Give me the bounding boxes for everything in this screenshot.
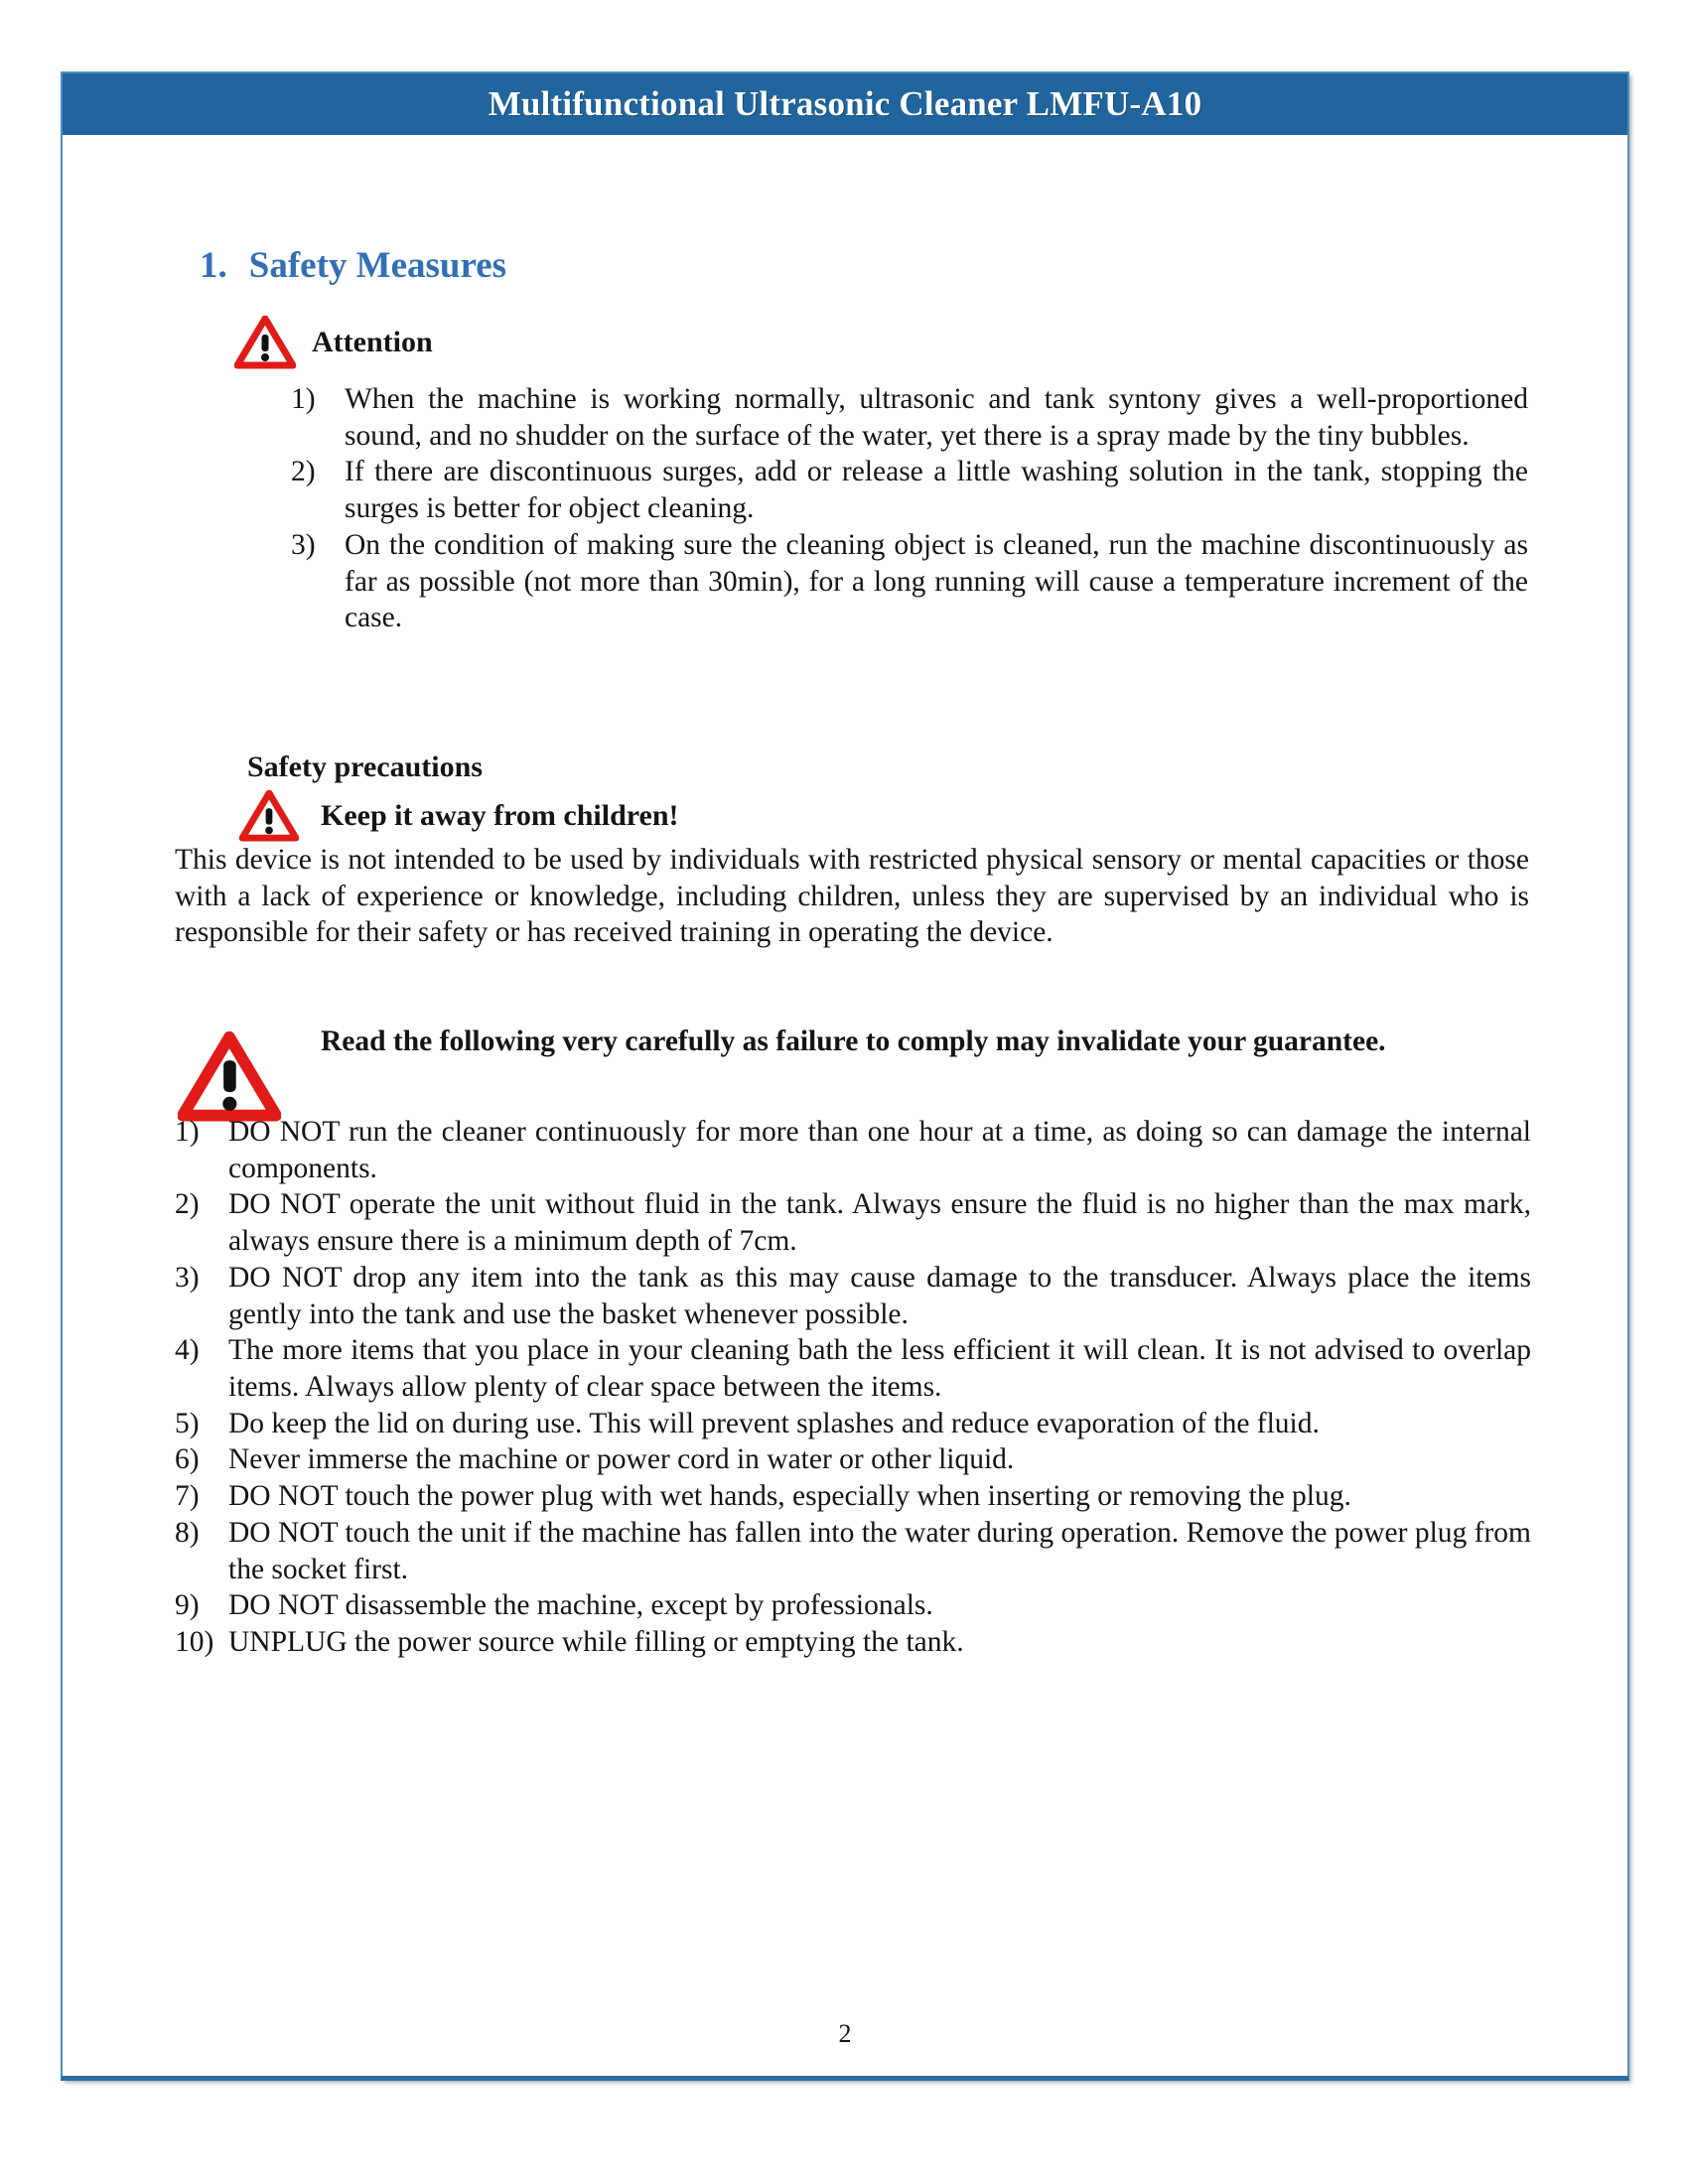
list-text: DO NOT disassemble the machine, except by professionals.: [228, 1589, 933, 1622]
children-warning-row: [239, 790, 679, 842]
section-number: 1.: [200, 245, 227, 286]
list-marker: 3): [175, 1261, 200, 1294]
attention-header: [234, 316, 433, 369]
list-marker: 4): [175, 1334, 200, 1367]
list-text: When the machine is working normally, ultrasonic and tank syntony gives a well-proportioned sound, and no shudder on the surface of the water, yet there is a spray made by the tiny bubbles.: [345, 383, 1528, 452]
list-item: [175, 1332, 1531, 1405]
read-warning-block: [178, 1024, 1530, 1060]
warning-triangle-icon: [239, 790, 299, 842]
list-item: [175, 1441, 1531, 1478]
list-marker: 8): [175, 1516, 200, 1549]
list-marker: 5): [175, 1407, 200, 1439]
list-text: If there are discontinuous surges, add or release a little washing solution in the tank, stopping the surges is better for object cleaning.: [345, 456, 1528, 525]
list-marker: 1): [291, 383, 316, 415]
list-item: [291, 527, 1528, 636]
list-marker: 2): [291, 456, 316, 488]
list-item: [175, 1515, 1531, 1587]
list-item: [175, 1478, 1531, 1515]
attention-list: [291, 381, 1528, 636]
attention-label: Attention: [312, 326, 433, 358]
read-warning-text: Read the following very carefully as failure to comply may invalidate your guarantee.: [321, 1025, 1386, 1057]
page-number: 2: [838, 2019, 852, 2048]
list-text: DO NOT run the cleaner continuously for more than one hour at a time, as doing so can damage the internal components.: [228, 1116, 1531, 1184]
warning-triangle-icon: [234, 316, 296, 369]
page-header-banner: [63, 73, 1627, 135]
list-text: DO NOT touch the unit if the machine has fallen into the water during operation. Remove the power plug from the socket first.: [228, 1516, 1531, 1585]
list-text: On the condition of making sure the cleaning object is cleaned, run the machine discontinuously as far as possible (not more than 30min), for a long running will cause a temperature increment of the case.: [345, 528, 1528, 634]
safety-instructions-list: [175, 1114, 1531, 1661]
children-warning-label: Keep it away from children!: [321, 799, 679, 832]
list-marker: 2): [175, 1188, 200, 1221]
list-text: DO NOT touch the power plug with wet hands, especially when inserting or removing the plug.: [228, 1480, 1351, 1513]
list-item: [175, 1624, 1531, 1661]
list-marker: 1): [175, 1116, 200, 1148]
list-text: The more items that you place in your cleaning bath the less efficient it will clean. It is not advised to overlap items. Always allow plenty of clear space between the items.: [228, 1334, 1531, 1404]
list-item: [175, 1186, 1531, 1259]
list-text: DO NOT drop any item into the tank as this may cause damage to the transducer. Always place the items gently into the tank and use the basket whenever possible.: [228, 1261, 1531, 1330]
device-restriction-paragraph: This device is not intended to be used by individuals with restricted physical sensory or mental capacities or those with a lack of experience or knowledge, including children, unless they are supervised by an individual who is responsible for their safety or has received training in operating the device.: [175, 844, 1529, 949]
list-item: [291, 454, 1528, 526]
section-heading: [200, 244, 506, 287]
warning-triangle-icon: [178, 1031, 281, 1123]
list-marker: 7): [175, 1480, 200, 1513]
page-content: [63, 135, 1627, 2076]
list-item: [175, 1406, 1531, 1442]
list-text: UNPLUG the power source while filling or emptying the tank.: [228, 1626, 964, 1659]
section-title: Safety Measures: [248, 245, 507, 286]
list-marker: 9): [175, 1589, 200, 1622]
list-marker: 10): [175, 1626, 214, 1659]
list-marker: 6): [175, 1443, 200, 1476]
list-text: DO NOT operate the unit without fluid in the tank. Always ensure the fluid is no higher than the max mark, always ensure there is a minimum depth of 7cm.: [228, 1188, 1531, 1258]
list-marker: 3): [291, 528, 316, 561]
list-text: Do keep the lid on during use. This will prevent splashes and reduce evaporation of the fluid.: [228, 1407, 1320, 1439]
page-title: Multifunctional Ultrasonic Cleaner LMFU-A10: [488, 84, 1202, 123]
safety-precautions-heading: Safety precautions: [247, 751, 483, 783]
list-item: [175, 1260, 1531, 1332]
list-text: Never immerse the machine or power cord in water or other liquid.: [228, 1443, 1015, 1476]
list-item: [175, 1587, 1531, 1624]
list-item: [291, 381, 1528, 454]
list-item: [175, 1114, 1531, 1186]
